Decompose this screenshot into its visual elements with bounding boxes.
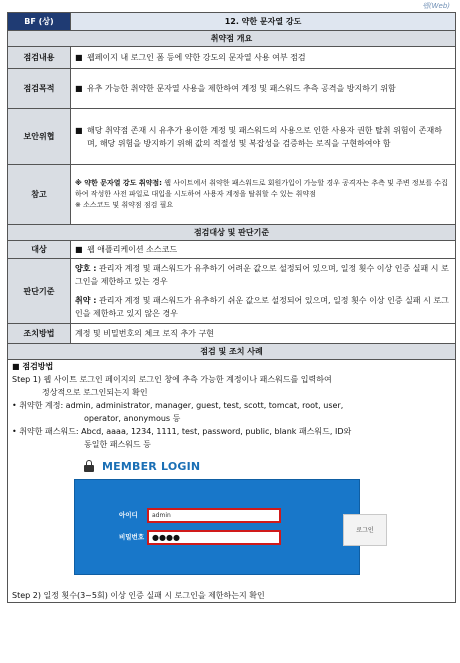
login-panel	[74, 479, 374, 575]
threat-text: 해당 취약점 존재 시 유추가 용이한 계정 및 패스워드의 사용으로 인한 사용자 권한 탈취 위험이 존재하며, 해당 위험을 방지하기 위해 값의 적절성 및 복잡성을 검증하는 로직을 구현하여야 함	[87, 125, 442, 148]
method-label: 조치방법	[8, 324, 71, 344]
step1-line1: Step 1) 웹 사이트 로그인 페이지의 로그인 창에 추측 가능한 계정이나 패스워드를 입력하여	[12, 375, 332, 384]
content-text: 웹페이지 내 로그인 폼 등에 약한 강도의 문자열 사용 여부 점검	[87, 53, 306, 62]
reference-label: 참고	[8, 165, 71, 225]
section-actions: 점검 및 조치 사례	[8, 344, 456, 360]
judge-bad-key: 취약 :	[75, 296, 97, 305]
bullet-icon: ■	[75, 53, 83, 62]
target-cell	[71, 241, 456, 259]
judge-good	[75, 259, 451, 291]
judge-criteria	[75, 259, 451, 323]
corner-tag: 웹(Web)	[422, 2, 450, 10]
bullet-icon: ■	[75, 84, 83, 93]
bullet-icon: ■	[75, 125, 83, 135]
login-button[interactable]: 로그인	[343, 514, 387, 546]
id-field[interactable]	[147, 508, 281, 523]
method-text: 계정 및 비밀번호의 체크 로직 추가 구현	[71, 324, 456, 344]
judge-bad	[75, 291, 451, 323]
threat-label: 보안위협	[8, 109, 71, 165]
target-label: 대상	[8, 241, 71, 259]
judge-label: 판단기준	[8, 259, 71, 324]
procedure-cell	[8, 360, 456, 603]
weak-passwords-line1: • 취약한 패스워드: Abcd, aaaa, 1234, 1111, test, password, public, blank 패스워드, ID와	[12, 427, 352, 436]
judge-cell	[71, 259, 456, 324]
purpose-text: 유추 가능한 취약한 문자열 사용을 제한하여 계정 및 패스워드 추측 공격을 방지하기 위함	[87, 84, 396, 93]
password-value: ●●●●	[152, 533, 180, 542]
step2-line: Step 2) 일정 횟수(3~5회) 이상 인증 실패 시 로그인을 제한하는지 확인	[12, 591, 265, 600]
content-label: 점검내용	[8, 47, 71, 69]
login-screenshot	[74, 457, 374, 575]
section-criteria: 점검대상 및 판단기준	[8, 225, 456, 241]
reference-cell	[71, 165, 456, 225]
id-label: 아이디	[119, 511, 138, 519]
password-field[interactable]	[147, 530, 281, 545]
lock-icon	[84, 460, 94, 472]
id-row	[119, 508, 281, 523]
password-row	[119, 530, 281, 545]
reference-note-text: 웹 사이트에서 취약한 패스워드로 회원가입이 가능할 경우 공격자는 추측 및 주변 정보를 수집하여 작성한 사전 파일로 대입을 시도하여 사용자 계정을 탈취할 수 있는 취약점	[75, 179, 448, 198]
threat-cell	[71, 109, 456, 165]
judge-good-text: 관리자 계정 및 패스워드가 유추하기 어려운 값으로 설정되어 있으며, 일정 횟수 이상 인증 실패 시 로그인을 제한하고 있는 경우	[75, 264, 449, 286]
content-cell	[71, 47, 456, 69]
id-value: admin	[152, 512, 171, 519]
procedure-heading: ■ 점검방법	[12, 362, 54, 371]
purpose-cell	[71, 69, 456, 109]
weak-accounts-line2: operator, anonymous 등	[84, 414, 181, 423]
judge-good-key: 양호 :	[75, 264, 97, 273]
password-label: 비밀번호	[119, 533, 145, 541]
target-text: 웹 애플리케이션 소스코드	[87, 245, 178, 254]
judge-bad-text: 관리자 계정 및 패스워드가 유추하기 쉬운 값으로 설정되어 있으며, 일정 횟수 이상 인증 실패 시 로그인을 제한하고 있지 않은 경우	[75, 296, 449, 318]
reference-note-key: ※ 약한 문자열 강도 취약점:	[75, 179, 162, 187]
item-title: 12. 약한 문자열 강도	[71, 13, 456, 31]
reference-note-2: ※ 소스코드 및 취약점 점검 필요	[75, 201, 174, 209]
weak-accounts-line1: • 취약한 계정: admin, administrator, manager, guest, test, scott, tomcat, root, user,	[12, 401, 344, 410]
step1-line2: 정상적으로 로그인되는지 확인	[42, 388, 148, 397]
login-title: MEMBER LOGIN	[102, 459, 201, 473]
purpose-label: 점검목적	[8, 69, 71, 109]
weak-passwords-line2: 동일한 패스워드 등	[84, 440, 151, 449]
bullet-icon: ■	[75, 245, 83, 254]
login-header	[84, 457, 360, 475]
severity-code: BF (상)	[8, 13, 71, 31]
section-overview: 취약점 개요	[8, 31, 456, 47]
inspection-table	[7, 12, 456, 603]
